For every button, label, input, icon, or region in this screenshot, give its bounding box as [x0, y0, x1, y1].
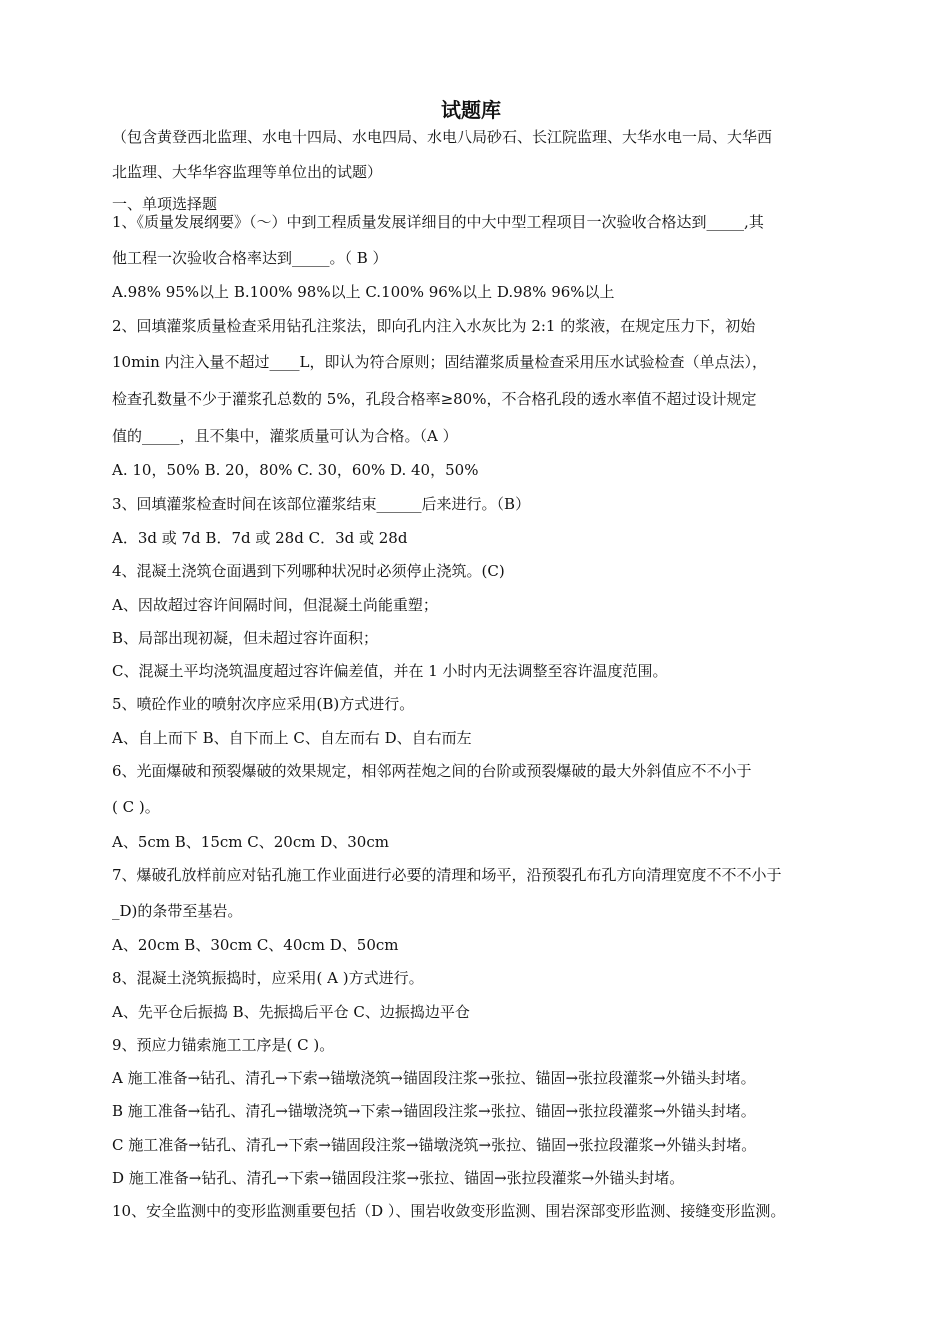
subtitle-line-1: （包含黄登西北监理、水电十四局、水电四局、水电八局砂石、长江院监理、大华水电一局、大华西 [112, 128, 773, 146]
text-line: B、局部出现初凝，但未超过容许面积； [112, 629, 379, 647]
text-line: 9、预应力锚索施工工序是( C )。 [112, 1036, 335, 1054]
text-line: C、混凝土平均浇筑温度超过容许偏差值，并在 1 小时内无法调整至容许温度范围。 [112, 662, 668, 680]
text-line: A、自上而下 B、自下而上 C、自左而右 D、自右而左 [112, 729, 472, 747]
text-line: 检查孔数量不少于灌浆孔总数的 5%，孔段合格率≥80%，不合格孔段的透水率值不超过设计规定 [112, 390, 757, 408]
text-line: A、因故超过容许间隔时间，但混凝土尚能重塑； [112, 596, 438, 614]
text-line: A 施工准备→钻孔、清孔→下索→锚墩浇筑→锚固段注浆→张拉、锚固→张拉段灌浆→外锚头封堵。 [112, 1069, 756, 1087]
text-line: A.98% 95%以上 B.100% 98%以上 C.100% 96%以上 D.98% 96%以上 [112, 283, 615, 301]
text-line: 1、《质量发展纲要》（～）中到工程质量发展详细目的中大中型工程项目一次验收合格达到_____,其 [112, 213, 764, 231]
subtitle-line-2: 北监理、大华华容监理等单位出的试题） [112, 163, 383, 181]
text-line: _D)的条带至基岩。 [112, 902, 243, 920]
text-line: 5、喷砼作业的喷射次序应采用(B)方式进行。 [112, 695, 415, 713]
text-line: 3、回填灌浆检查时间在该部位灌浆结束______后来进行。（B） [112, 495, 531, 513]
text-line: A、20cm B、30cm C、40cm D、50cm [112, 936, 399, 954]
text-line: 值的_____，且不集中，灌浆质量可认为合格。（A ） [112, 427, 458, 445]
text-line: 4、混凝土浇筑仓面遇到下列哪种状况时必须停止浇筑。(C) [112, 562, 505, 580]
text-line: ( C )。 [112, 798, 160, 816]
text-line: B 施工准备→钻孔、清孔→锚墩浇筑→下索→锚固段注浆→张拉、锚固→张拉段灌浆→外锚头封堵。 [112, 1102, 756, 1120]
text-line: 6、光面爆破和预裂爆破的效果规定，相邻两茬炮之间的台阶或预裂爆破的最大外斜值应不不小于 [112, 762, 752, 780]
section-heading: 一、单项选择题 [112, 195, 218, 213]
page-title: 试题库 [441, 98, 501, 122]
text-line: A. 10，50% B. 20，80% C. 30，60% D. 40，50% [112, 461, 479, 479]
text-line: 7、爆破孔放样前应对钻孔施工作业面进行必要的清理和场平，沿预裂孔布孔方向清理宽度不不不小于 [112, 866, 782, 884]
text-line: A、先平仓后振捣 B、先振捣后平仓 C、边振捣边平仓 [112, 1003, 470, 1021]
text-line: 10、安全监测中的变形监测重要包括（D ）、围岩收敛变形监测、围岩深部变形监测、接缝变形监测。 [112, 1202, 786, 1220]
text-line: A．3d 或 7d B．7d 或 28d C．3d 或 28d [112, 529, 408, 547]
text-line: 2、回填灌浆质量检查采用钻孔注浆法，即向孔内注入水灰比为 2:1 的浆液，在规定压力下，初始 [112, 317, 756, 335]
text-line: A、5cm B、15cm C、20cm D、30cm [112, 833, 389, 851]
text-line: 10min 内注入量不超过____L，即认为符合原则；固结灌浆质量检查采用压水试验检查（单点法）， [112, 353, 768, 371]
text-line: D 施工准备→钻孔、清孔→下索→锚固段注浆→张拉、锚固→张拉段灌浆→外锚头封堵。 [112, 1169, 685, 1187]
text-line: C 施工准备→钻孔、清孔→下索→锚固段注浆→锚墩浇筑→张拉、锚固→张拉段灌浆→外锚头封堵。 [112, 1136, 757, 1154]
text-line: 他工程一次验收合格率达到_____。（ B ） [112, 249, 388, 267]
text-line: 8、混凝土浇筑振捣时，应采用( A )方式进行。 [112, 969, 424, 987]
